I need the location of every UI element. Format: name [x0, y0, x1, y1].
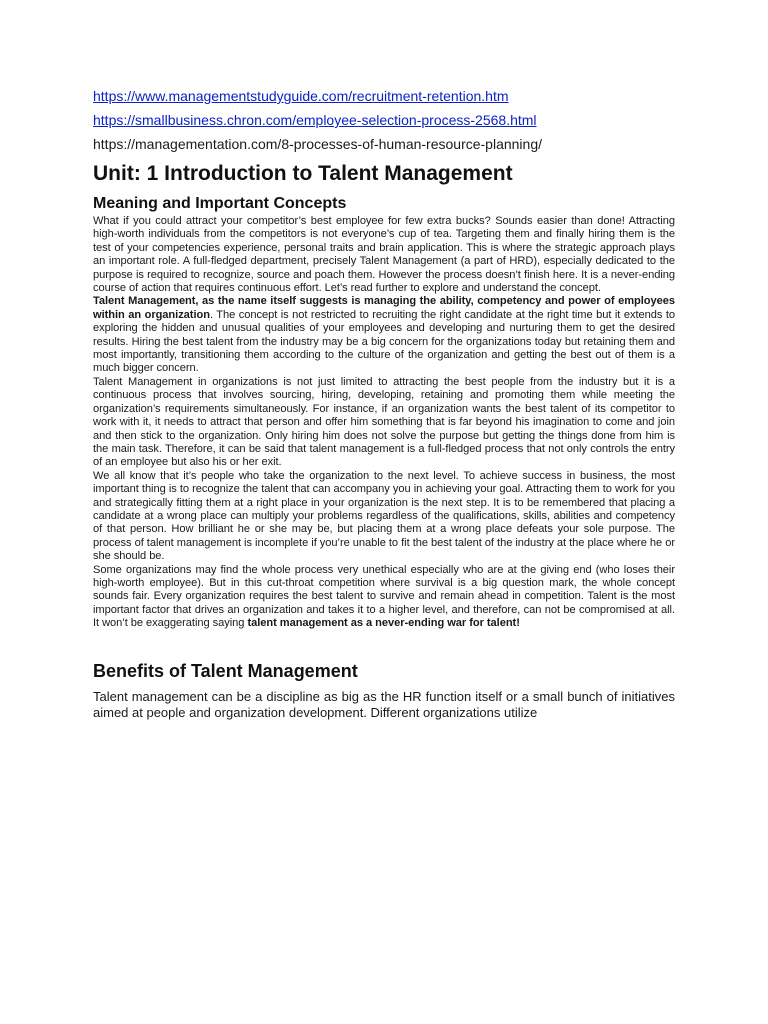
paragraph-unethical	[93, 564, 675, 631]
benefits-intro: Talent management can be a discipline as big as the HR function itself or a small bunch of initiatives aimed at people and organization development. Different organizations utilize	[93, 688, 675, 720]
paragraph-definition-rest: . The concept is not restricted to recruiting the right candidate at the right time but it extends to exploring the hidden and unusual qualities of your employees and developing and nurturing them to get the desired results. Hiring the best talent from the industry may be a big concern for the organizations today but retaining them and most importantly, transitioning them according to the culture of the organization and getting the best out of them is a much bigger concern.	[93, 308, 675, 375]
paragraph-definition	[93, 295, 675, 375]
paragraph-unethical-bold: talent management as a never-ending war for talent!	[247, 617, 520, 630]
paragraph-unethical-rest: Some organizations may find the whole process very unethical especially who are at the giving end (who loses their high-worth employee). But in this cut-throat competition where survival is a big question mark, the whole concept sounds fair. Every organization requires the best talent to survive and remain ahead in competition. Talent is the most important factor that drives an organization and takes it to a higher level, and therefore, can not be compromised at all. It won’t be exaggerating saying	[93, 563, 675, 630]
reference-link-chron[interactable]: https://smallbusiness.chron.com/employee-selection-process-2568.html	[93, 112, 537, 128]
reference-url-managementation: https://managementation.com/8-processes-of-human-resource-planning/	[93, 136, 543, 152]
reference-link-management-study-guide[interactable]: https://www.managementstudyguide.com/recruitment-retention.htm	[93, 88, 509, 104]
paragraph-intro: What if you could attract your competitor’s best employee for few extra bucks? Sounds easier than done! Attracting high-worth individuals from the competitors is not everyone’s cup of tea. Targeting them and finally hiring them is the test of your competencies experience, personal traits and brain application. This is where the strategic approach plays an important role. A full-fledged department, precisely Talent Management (a part of HRD), especially dedicated to the purpose is required to recognize, source and poach them. However the process doesn’t finish here. It is a never-ending course of action that requires continuous effort. Let’s read further to explore and understand the concept.	[93, 215, 675, 295]
unit-title: Unit: 1 Introduction to Talent Management	[93, 162, 513, 185]
paragraph-people: We all know that it’s people who take the organization to the next level. To achieve success in business, the most important thing is to recognize the talent that can accompany you in achieving your goal. Attracting them to work for you and strategically fitting them at a right place in your organization is the next step. It is to be remembered that placing a candidate at a wrong place can multiply your problems regardless of the qualifications, skills, abilities and competency of that person. How brilliant he or she may be, but placing them at a wrong place defeats your sole purpose. The process of talent management is incomplete if you’re unable to fit the best talent of the industry at the place where he or she should be.	[93, 469, 675, 563]
benefits-heading: Benefits of Talent Management	[93, 660, 358, 681]
document-content	[93, 86, 675, 721]
paragraph-continuous-process: Talent Management in organizations is not just limited to attracting the best people from the industry but it is a continuous process that involves sourcing, hiring, developing, retaining and promoting them while meeting the organization’s requirements simultaneously. For instance, if an organization wants the best talent of its competitor to work with it, it needs to attract that person and offer him something that is far beyond his imagination to come and join and then stick to the organization. Only hiring him does not solve the purpose but getting the things done from him is the main task. Therefore, it can be said that talent management is a full-fledged process that not only controls the entry of an employee but also his or her exit.	[93, 375, 675, 469]
subheading-meaning: Meaning and Important Concepts	[93, 195, 347, 212]
paragraph-definition-bold: Talent Management, as the name itself suggests is managing the ability, competency and power of employees within an organization	[93, 295, 675, 321]
